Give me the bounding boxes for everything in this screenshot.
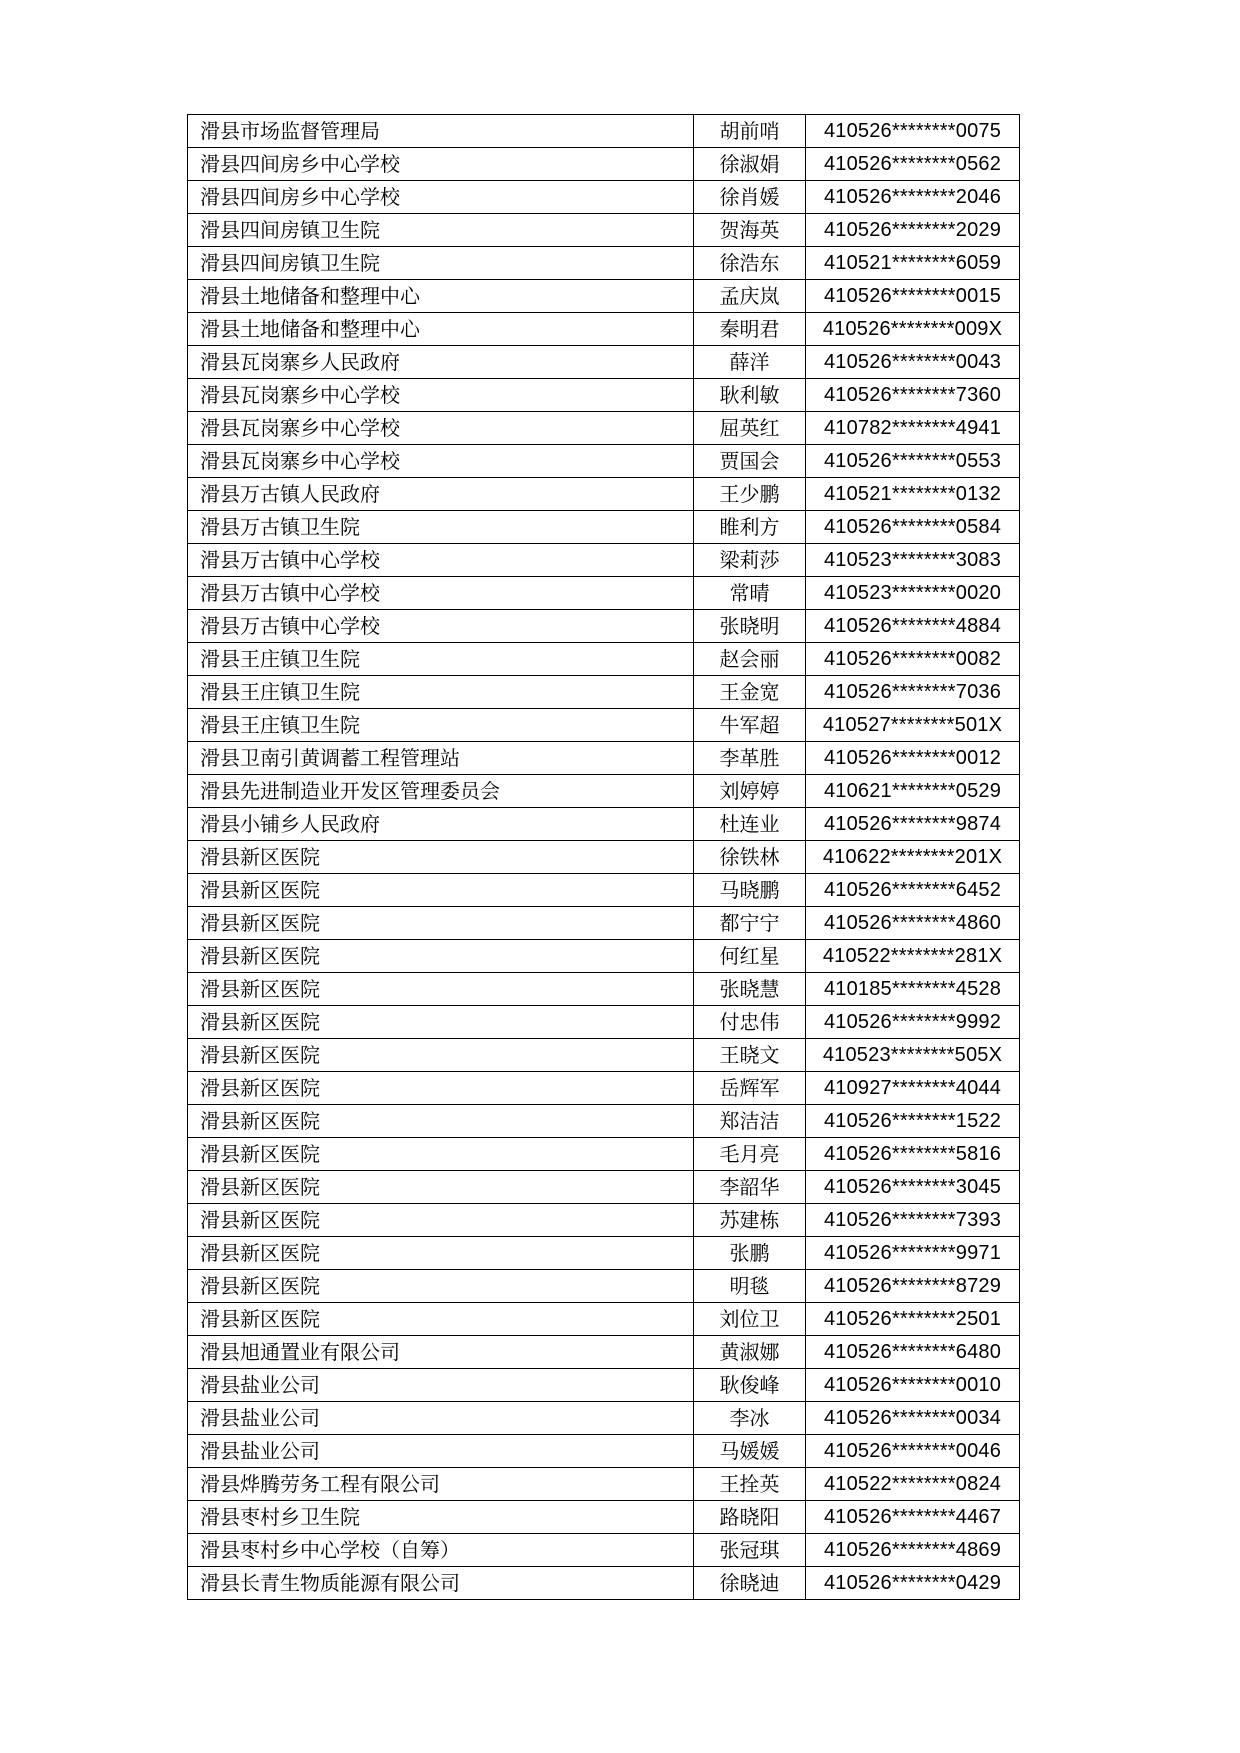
table-row (188, 1039, 1020, 1072)
table-row (188, 214, 1020, 247)
table-row (188, 577, 1020, 610)
id-number-cell: 410526********1522 (806, 1105, 1020, 1138)
id-number-cell: 410526********0010 (806, 1369, 1020, 1402)
unit-cell: 滑县王庄镇卫生院 (188, 676, 694, 709)
unit-cell: 滑县万古镇卫生院 (188, 511, 694, 544)
unit-cell: 滑县土地储备和整理中心 (188, 313, 694, 346)
table-row (188, 1006, 1020, 1039)
table-row (188, 973, 1020, 1006)
table-row (188, 610, 1020, 643)
id-number-cell: 410621********0529 (806, 775, 1020, 808)
name-cell: 路晓阳 (694, 1501, 806, 1534)
table-row (188, 346, 1020, 379)
name-cell: 睢利方 (694, 511, 806, 544)
table-row (188, 709, 1020, 742)
table-row (188, 280, 1020, 313)
name-cell: 苏建栋 (694, 1204, 806, 1237)
id-number-cell: 410526********8729 (806, 1270, 1020, 1303)
id-number-cell: 410526********2046 (806, 181, 1020, 214)
id-number-cell: 410526********0562 (806, 148, 1020, 181)
id-number-cell: 410526********0429 (806, 1567, 1020, 1600)
unit-cell: 滑县四间房镇卫生院 (188, 247, 694, 280)
id-number-cell: 410526********0584 (806, 511, 1020, 544)
table-row (188, 445, 1020, 478)
personnel-table-body (188, 115, 1020, 1600)
table-row (188, 742, 1020, 775)
name-cell: 徐肖媛 (694, 181, 806, 214)
id-number-cell: 410526********3045 (806, 1171, 1020, 1204)
unit-cell: 滑县盐业公司 (188, 1435, 694, 1468)
unit-cell: 滑县瓦岗寨乡中心学校 (188, 379, 694, 412)
id-number-cell: 410526********2029 (806, 214, 1020, 247)
name-cell: 张冠琪 (694, 1534, 806, 1567)
unit-cell: 滑县先进制造业开发区管理委员会 (188, 775, 694, 808)
name-cell: 耿俊峰 (694, 1369, 806, 1402)
unit-cell: 滑县小铺乡人民政府 (188, 808, 694, 841)
name-cell: 徐浩东 (694, 247, 806, 280)
name-cell: 孟庆岚 (694, 280, 806, 313)
name-cell: 屈英红 (694, 412, 806, 445)
name-cell: 贺海英 (694, 214, 806, 247)
id-number-cell: 410927********4044 (806, 1072, 1020, 1105)
name-cell: 赵会丽 (694, 643, 806, 676)
id-number-cell: 410622********201X (806, 841, 1020, 874)
table-row (188, 511, 1020, 544)
table-row (188, 1534, 1020, 1567)
table-row (188, 676, 1020, 709)
unit-cell: 滑县四间房乡中心学校 (188, 181, 694, 214)
id-number-cell: 410526********4869 (806, 1534, 1020, 1567)
id-number-cell: 410526********9971 (806, 1237, 1020, 1270)
id-number-cell: 410526********4860 (806, 907, 1020, 940)
unit-cell: 滑县新区医院 (188, 1171, 694, 1204)
id-number-cell: 410526********0034 (806, 1402, 1020, 1435)
name-cell: 耿利敏 (694, 379, 806, 412)
table-row (188, 1171, 1020, 1204)
unit-cell: 滑县枣村乡卫生院 (188, 1501, 694, 1534)
table-row (188, 115, 1020, 148)
table-row (188, 1369, 1020, 1402)
table-row (188, 544, 1020, 577)
table-row (188, 1501, 1020, 1534)
name-cell: 李冰 (694, 1402, 806, 1435)
name-cell: 徐晓迪 (694, 1567, 806, 1600)
name-cell: 马晓鹏 (694, 874, 806, 907)
unit-cell: 滑县瓦岗寨乡中心学校 (188, 412, 694, 445)
name-cell: 牛军超 (694, 709, 806, 742)
name-cell: 杜连业 (694, 808, 806, 841)
name-cell: 徐淑娟 (694, 148, 806, 181)
name-cell: 秦明君 (694, 313, 806, 346)
unit-cell: 滑县四间房镇卫生院 (188, 214, 694, 247)
unit-cell: 滑县新区医院 (188, 1138, 694, 1171)
unit-cell: 滑县新区医院 (188, 841, 694, 874)
name-cell: 王少鹏 (694, 478, 806, 511)
table-row (188, 1204, 1020, 1237)
name-cell: 张晓慧 (694, 973, 806, 1006)
name-cell: 毛月亮 (694, 1138, 806, 1171)
name-cell: 刘婷婷 (694, 775, 806, 808)
unit-cell: 滑县瓦岗寨乡人民政府 (188, 346, 694, 379)
table-row (188, 808, 1020, 841)
unit-cell: 滑县新区医院 (188, 907, 694, 940)
table-row (188, 1435, 1020, 1468)
unit-cell: 滑县四间房乡中心学校 (188, 148, 694, 181)
id-number-cell: 410526********6480 (806, 1336, 1020, 1369)
table-row (188, 478, 1020, 511)
name-cell: 薛洋 (694, 346, 806, 379)
table-row (188, 1468, 1020, 1501)
id-number-cell: 410526********4467 (806, 1501, 1020, 1534)
unit-cell: 滑县长青生物质能源有限公司 (188, 1567, 694, 1600)
id-number-cell: 410526********2501 (806, 1303, 1020, 1336)
name-cell: 王金宽 (694, 676, 806, 709)
unit-cell: 滑县卫南引黄调蓄工程管理站 (188, 742, 694, 775)
unit-cell: 滑县万古镇人民政府 (188, 478, 694, 511)
id-number-cell: 410185********4528 (806, 973, 1020, 1006)
table-row (188, 1303, 1020, 1336)
id-number-cell: 410782********4941 (806, 412, 1020, 445)
id-number-cell: 410526********0012 (806, 742, 1020, 775)
unit-cell: 滑县盐业公司 (188, 1402, 694, 1435)
table-row (188, 148, 1020, 181)
id-number-cell: 410526********009X (806, 313, 1020, 346)
unit-cell: 滑县烨腾劳务工程有限公司 (188, 1468, 694, 1501)
table-row (188, 874, 1020, 907)
name-cell: 王晓文 (694, 1039, 806, 1072)
unit-cell: 滑县新区医院 (188, 1270, 694, 1303)
id-number-cell: 410523********0020 (806, 577, 1020, 610)
table-row (188, 181, 1020, 214)
table-row (188, 247, 1020, 280)
id-number-cell: 410526********0075 (806, 115, 1020, 148)
unit-cell: 滑县王庄镇卫生院 (188, 709, 694, 742)
unit-cell: 滑县新区医院 (188, 1072, 694, 1105)
table-row (188, 940, 1020, 973)
unit-cell: 滑县新区医院 (188, 1039, 694, 1072)
name-cell: 李革胜 (694, 742, 806, 775)
id-number-cell: 410526********9992 (806, 1006, 1020, 1039)
id-number-cell: 410521********0132 (806, 478, 1020, 511)
unit-cell: 滑县盐业公司 (188, 1369, 694, 1402)
unit-cell: 滑县新区医院 (188, 1204, 694, 1237)
unit-cell: 滑县瓦岗寨乡中心学校 (188, 445, 694, 478)
id-number-cell: 410521********6059 (806, 247, 1020, 280)
table-row (188, 1072, 1020, 1105)
id-number-cell: 410526********7360 (806, 379, 1020, 412)
table-row (188, 1336, 1020, 1369)
table-row (188, 1237, 1020, 1270)
name-cell: 明毯 (694, 1270, 806, 1303)
name-cell: 付忠伟 (694, 1006, 806, 1039)
id-number-cell: 410526********6452 (806, 874, 1020, 907)
unit-cell: 滑县新区医院 (188, 874, 694, 907)
table-row (188, 643, 1020, 676)
name-cell: 贾国会 (694, 445, 806, 478)
id-number-cell: 410526********0043 (806, 346, 1020, 379)
unit-cell: 滑县万古镇中心学校 (188, 610, 694, 643)
unit-cell: 滑县土地储备和整理中心 (188, 280, 694, 313)
unit-cell: 滑县市场监督管理局 (188, 115, 694, 148)
name-cell: 梁莉莎 (694, 544, 806, 577)
unit-cell: 滑县新区医院 (188, 1303, 694, 1336)
id-number-cell: 410527********501X (806, 709, 1020, 742)
table-row (188, 907, 1020, 940)
table-row (188, 313, 1020, 346)
unit-cell: 滑县万古镇中心学校 (188, 577, 694, 610)
table-row (188, 775, 1020, 808)
id-number-cell: 410523********505X (806, 1039, 1020, 1072)
unit-cell: 滑县万古镇中心学校 (188, 544, 694, 577)
unit-cell: 滑县王庄镇卫生院 (188, 643, 694, 676)
id-number-cell: 410526********7036 (806, 676, 1020, 709)
name-cell: 张晓明 (694, 610, 806, 643)
table-row (188, 1270, 1020, 1303)
name-cell: 何红星 (694, 940, 806, 973)
id-number-cell: 410526********0082 (806, 643, 1020, 676)
name-cell: 常晴 (694, 577, 806, 610)
id-number-cell: 410526********0046 (806, 1435, 1020, 1468)
unit-cell: 滑县旭通置业有限公司 (188, 1336, 694, 1369)
table-row (188, 379, 1020, 412)
id-number-cell: 410522********281X (806, 940, 1020, 973)
id-number-cell: 410526********4884 (806, 610, 1020, 643)
name-cell: 马媛媛 (694, 1435, 806, 1468)
id-number-cell: 410522********0824 (806, 1468, 1020, 1501)
id-number-cell: 410526********0015 (806, 280, 1020, 313)
table-row (188, 841, 1020, 874)
table-row (188, 1402, 1020, 1435)
id-number-cell: 410526********9874 (806, 808, 1020, 841)
name-cell: 都宁宁 (694, 907, 806, 940)
name-cell: 刘位卫 (694, 1303, 806, 1336)
id-number-cell: 410526********5816 (806, 1138, 1020, 1171)
table-row (188, 1105, 1020, 1138)
unit-cell: 滑县新区医院 (188, 1105, 694, 1138)
unit-cell: 滑县新区医院 (188, 973, 694, 1006)
name-cell: 郑洁洁 (694, 1105, 806, 1138)
table-row (188, 1138, 1020, 1171)
table-row (188, 412, 1020, 445)
name-cell: 黄淑娜 (694, 1336, 806, 1369)
name-cell: 胡前哨 (694, 115, 806, 148)
name-cell: 张鹏 (694, 1237, 806, 1270)
unit-cell: 滑县新区医院 (188, 1006, 694, 1039)
unit-cell: 滑县枣村乡中心学校（自筹） (188, 1534, 694, 1567)
name-cell: 李韶华 (694, 1171, 806, 1204)
personnel-table (187, 114, 1020, 1600)
unit-cell: 滑县新区医院 (188, 940, 694, 973)
id-number-cell: 410526********0553 (806, 445, 1020, 478)
id-number-cell: 410523********3083 (806, 544, 1020, 577)
id-number-cell: 410526********7393 (806, 1204, 1020, 1237)
name-cell: 王拴英 (694, 1468, 806, 1501)
table-row (188, 1567, 1020, 1600)
name-cell: 岳辉军 (694, 1072, 806, 1105)
name-cell: 徐铁林 (694, 841, 806, 874)
unit-cell: 滑县新区医院 (188, 1237, 694, 1270)
